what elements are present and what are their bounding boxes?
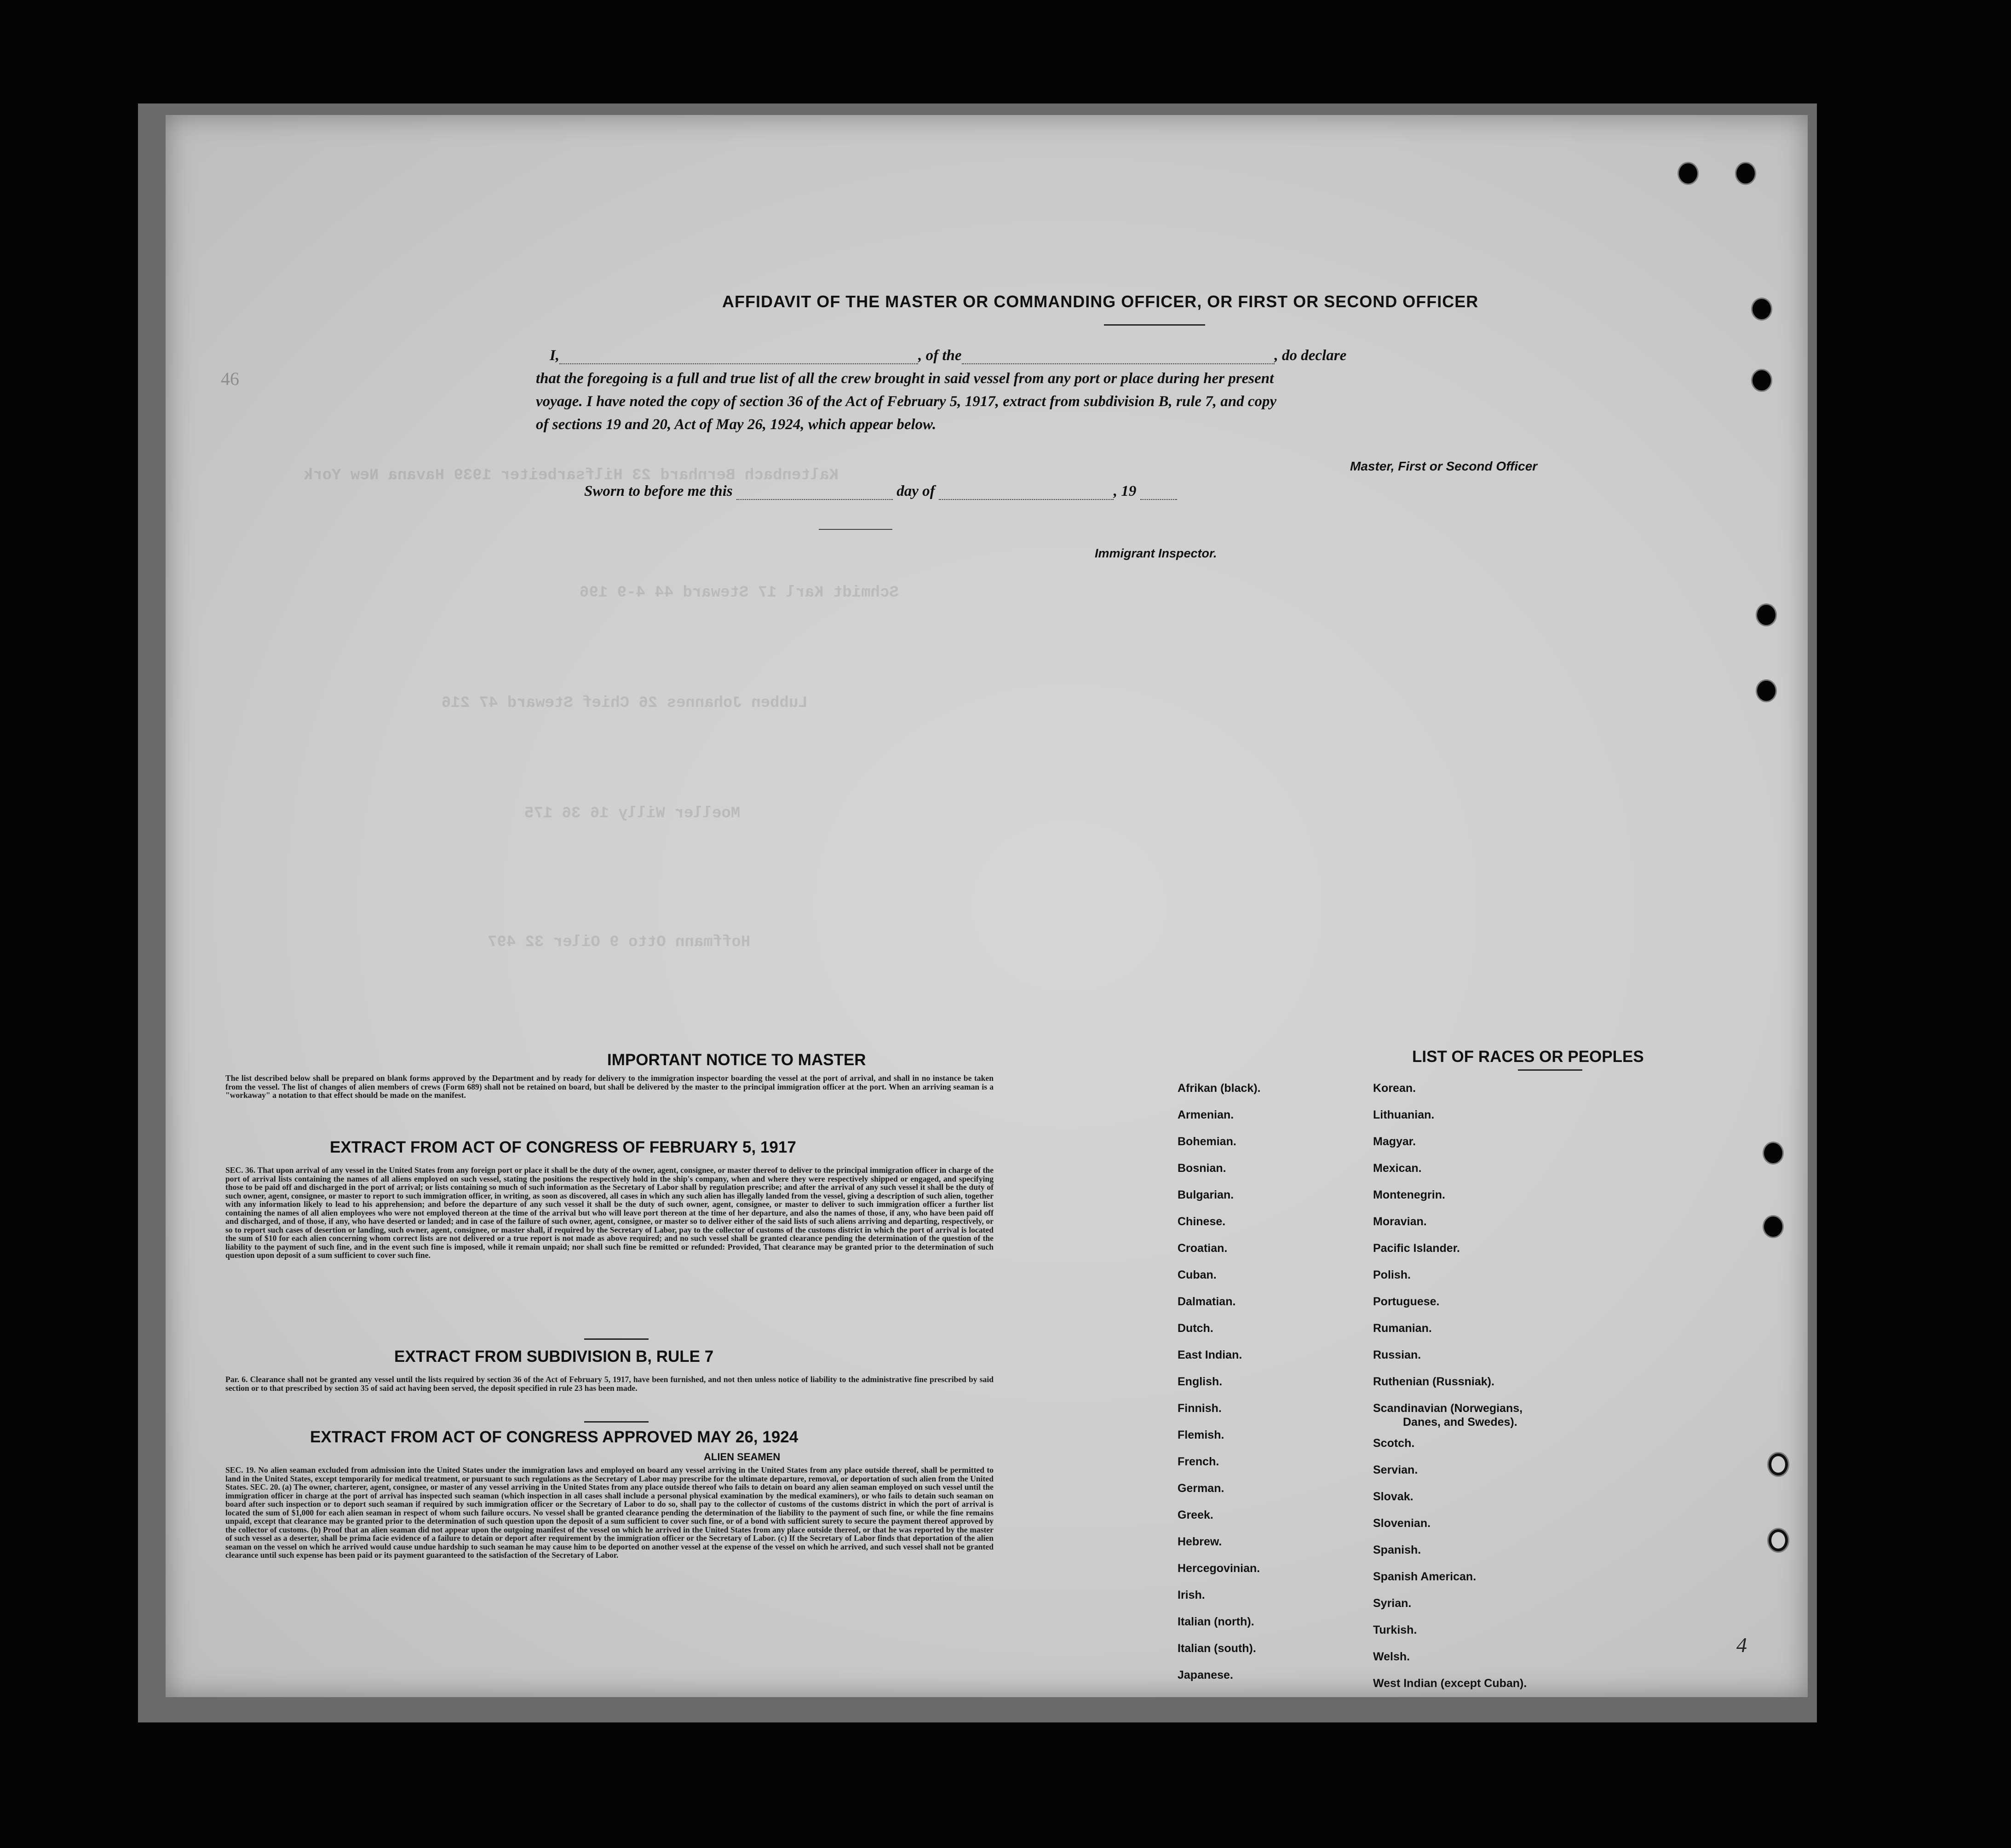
race-item: East Indian. (1178, 1349, 1242, 1361)
punch-hole (1679, 163, 1697, 184)
race-item: Chinese. (1178, 1215, 1226, 1228)
punch-hole (1752, 299, 1771, 319)
divider (584, 1421, 649, 1423)
race-item: English. (1178, 1375, 1223, 1388)
race-item: Slovenian. (1373, 1517, 1431, 1530)
affidavit-title: AFFIDAVIT OF THE MASTER OR COMMANDING OFFICER, OR FIRST OR SECOND OFFICER (722, 292, 1479, 311)
race-item: Spanish. (1373, 1544, 1421, 1556)
race-item: West Indian (except Cuban). (1373, 1677, 1527, 1690)
notice-body: The list described below shall be prepared on blank forms approved by the Department and by ready for delivery to the immigration inspector boarding the vessel at the port of arrival, and shall in no instance be taken from the vessel. The list of changes of alien members of crews (Form 689) shall not be retained on board, but shall be delivered by the master to the principal immigration officer at the port. When an arriving seaman is a "workaway" a notation to that effect should be made on the manifest. (225, 1073, 994, 1100)
race-item: Hebrew. (1178, 1535, 1222, 1548)
race-item: Slovak. (1373, 1490, 1413, 1503)
race-item: Servian. (1373, 1463, 1418, 1476)
divider (584, 1338, 649, 1340)
race-item: Hercegovinian. (1178, 1562, 1260, 1575)
race-item: Syrian. (1373, 1597, 1412, 1610)
race-item: Polish. (1373, 1268, 1411, 1281)
race-item: Scotch. (1373, 1437, 1415, 1450)
race-item: Greek. (1178, 1509, 1213, 1521)
affidavit-line-2: that the foregoing is a full and true list of all the crew brought in said vessel from any port or place during her present (536, 370, 1274, 387)
race-item: Italian (south). (1178, 1642, 1256, 1655)
punch-hole (1736, 163, 1755, 184)
punch-hole (1757, 605, 1775, 625)
affidavit-declare: , do declare (1274, 347, 1347, 364)
extract-rule7-body: Par. 6. Clearance shall not be granted any vessel until the lists required by section 36 of the Act of February 5, 1917, have been furnished, and not then unless notice of liability to the administrative fine prescribed by said section or to that prescribed by section 35 of said act having been served, the deposit specified in rule 23 has been made. (225, 1375, 994, 1393)
handwritten-mark: 4 (1736, 1633, 1747, 1657)
race-item: Bosnian. (1178, 1162, 1226, 1175)
bleed-through-text: Lubben Johannes 26 Chief Steward 47 216 (442, 694, 808, 712)
sworn-label: Sworn to before me this (584, 483, 733, 499)
sworn-day-label: day of (896, 483, 935, 499)
race-item: Welsh. (1373, 1650, 1410, 1663)
bleed-through-text: Moeller Willy 16 36 175 (524, 805, 741, 822)
race-item: French. (1178, 1455, 1219, 1468)
extract-1917-body: SEC. 36. That upon arrival of any vessel in the United States from any foreign port or place it shall be the duty of the owner, agent, consignee, or master thereof to deliver to the principal immigration officer in charge of the port of arrival lists containing the names of all aliens employed on such vessel, stating the positions the respectively hold in the ship's company, when and where they were respectively shipped or engaged, and specifying those to be paid off and discharged in the port of arrival; or lists containing so much of such information as the Secretary of Labor shall by regulation prescribe; and after the arrival of any such vessel it shall be the duty of such owner, agent, consignee, or master to report to such immigration officer, in writing, as soon as discovered, all cases in which any such alien has illegally landed from the vessel, giving a description of such alien, together with any information likely to lead to his apprehension; and before the departure of any such vessel it shall be the duty of such owner, agent, consignee, or master to deliver to such immigration officer a further list containing the names of all alien employees who were not employed thereon at the time of the arrival but who will leave port thereon at the time of her departure, and also the names of those, if any, who have been paid off and discharged, and of those, if any, who have deserted or landed; and in case of the failure of such owner, agent, consignee, or master so to deliver either of the said lists of such aliens arriving and departing, respectively, or so to report such cases of desertion or landing, such owner, agent, consignee, or master shall, if required by the Secretary of Labor, pay to the collector of customs of the customs district in which the port of arrival is located the sum of $10 for each alien concerning whom correct lists are not delivered or a true report is not made as above required; and no such vessel shall be granted clearance pending the determination of the question of the liability to the payment of such fine, and in the event such fine is imposed, while it remain unpaid; nor shall such fine be remitted or refunded: Provided, That clearance may be granted prior to the determination of such question upon deposit of a sum sufficient to cover such fine. (225, 1165, 994, 1260)
affidavit-i: I, (550, 347, 560, 364)
affidavit-line-3: voyage. I have noted the copy of section 36 of the Act of February 5, 1917, extract from subdivision B, rule 7, and copy (536, 393, 1277, 410)
race-item: Armenian. (1178, 1108, 1234, 1121)
race-item: Lithuanian. (1373, 1108, 1435, 1121)
bleed-through-text: Schmidt Karl 17 Steward 44 4-9 196 (580, 584, 899, 602)
races-rule (1518, 1069, 1582, 1071)
race-item: Bulgarian. (1178, 1188, 1234, 1201)
race-item: Dalmatian. (1178, 1295, 1236, 1308)
punch-hole (1769, 1529, 1788, 1551)
sworn-date-blank[interactable] (736, 499, 893, 500)
race-item: Finnish. (1178, 1402, 1222, 1415)
race-item: Cuban. (1178, 1268, 1217, 1281)
immigrant-inspector-label: Immigrant Inspector. (1095, 546, 1217, 560)
race-item: Rumanian. (1373, 1322, 1432, 1335)
race-item: Turkish. (1373, 1624, 1417, 1636)
extract-1917-title: EXTRACT FROM ACT OF CONGRESS OF FEBRUARY 5, 1917 (330, 1138, 796, 1156)
race-item: Montenegrin. (1373, 1188, 1445, 1201)
race-item: Bohemian. (1178, 1135, 1236, 1148)
race-item: Mexican. (1373, 1162, 1422, 1175)
document-page (166, 115, 1808, 1697)
race-item: Moravian. (1373, 1215, 1427, 1228)
race-item: Croatian. (1178, 1242, 1228, 1255)
affidavit-line-4: of sections 19 and 20, Act of May 26, 1924, which appear below. (536, 416, 937, 433)
extract-rule7-title: EXTRACT FROM SUBDIVISION B, RULE 7 (394, 1348, 714, 1366)
race-item: Spanish American. (1373, 1570, 1477, 1583)
race-item: Ruthenian (Russniak). (1373, 1375, 1494, 1388)
punch-hole (1769, 1453, 1788, 1475)
race-item: Italian (north). (1178, 1615, 1254, 1628)
bleed-through-text: Kaltenbach Bernhard 23 Hilfsarbeiter 1939 Havana New York (304, 467, 839, 484)
affidavit-of-the: , of the (918, 347, 962, 364)
bleed-through-text: Hoffmann Otto 9 Oiler 32 497 (488, 934, 751, 951)
sworn-year-label: , 19 (1113, 483, 1137, 499)
race-item: Russian. (1373, 1349, 1421, 1361)
extract-1924-title: EXTRACT FROM ACT OF CONGRESS APPROVED MAY 26, 1924 (310, 1428, 799, 1446)
race-item: Dutch. (1178, 1322, 1213, 1335)
name-blank[interactable] (559, 363, 918, 364)
race-item: Afrikan (black). (1178, 1082, 1261, 1095)
alien-seamen-subtitle: ALIEN SEAMEN (704, 1451, 781, 1463)
affidavit-line-1 (550, 347, 1346, 364)
race-item: Portuguese. (1373, 1295, 1440, 1308)
extract-1924-body: SEC. 19. No alien seaman excluded from admission into the United States under the immigration laws and employed on board any vessel arriving in the United States from any place outside thereof, shall be permitted to land in the United States, except temporarily for medical treatment, or pursuant to such regulations as the Secretary of Labor may prescribe for the ultimate departure, removal, or deportation of such alien from the United States. SEC. 20. (a) The owner, charterer, agent, consignee, or master of any vessel arriving in the United States from any place outside thereof who fails to detain on board any alien seaman employed on such vessel until the immigration officer in charge at the port of arrival has inspected such seaman (which inspection in all cases shall include a personal physical examination by the medical examiners), or who fails to detain such seaman on board after such inspection or to deport such seaman if required by such immigration officer or the Secretary of Labor to do so, shall pay to the collector of customs of the customs district in which the port of arrival is located the sum of $1,000 for each alien seaman in respect of whom such failure occurs. No vessel shall be granted clearance pending the determination of the liability to the payment of such fine, or while the fine remains unpaid, except that clearance may be granted prior to the determination of such question upon the deposit of a sum sufficient to cover such fine, or of a bond with sufficient surety to secure the payment thereof approved by the collector of customs. (b) Proof that an alien seaman did not appear upon the outgoing manifest of the vessel on which he arrived in the United States from any place outside thereof, or that he was reported by the master of such vessel as a deserter, shall be prima facie evidence of a failure to detain or deport after requirement by the immigration officer or the Secretary of Labor. (c) If the Secretary of Labor finds that deportation of the alien seaman on the vessel on which he arrived would cause undue hardship to such seaman he may cause him to be deported on another vessel at the expense of the vessel on which he arrived, and such vessel shall not be granted clearance until such expense has been paid or its payment guaranteed to the satisfaction of the Secretary of Labor. (225, 1465, 994, 1560)
race-item: Irish. (1178, 1589, 1205, 1601)
race-item: Japanese. (1178, 1669, 1233, 1682)
sworn-month-blank[interactable] (939, 499, 1114, 500)
races-title: LIST OF RACES OR PEOPLES (1412, 1048, 1644, 1066)
title-rule (1104, 324, 1205, 326)
punch-hole (1764, 1143, 1782, 1163)
officer-signature-label: Master, First or Second Officer (1350, 459, 1538, 473)
sworn-line (584, 483, 1177, 500)
race-item: Scandinavian (Norwegians, (1373, 1402, 1523, 1415)
race-item: Pacific Islander. (1373, 1242, 1460, 1255)
punch-hole (1764, 1217, 1782, 1237)
punch-hole (1752, 370, 1771, 390)
margin-annotation: 46 (221, 368, 239, 389)
race-item: Flemish. (1178, 1429, 1224, 1441)
sworn-year-blank[interactable] (1140, 499, 1177, 500)
vessel-blank[interactable] (962, 363, 1275, 364)
race-item: German. (1178, 1482, 1224, 1495)
inspector-rule (819, 529, 892, 530)
race-item: Korean. (1373, 1082, 1416, 1095)
race-item: Danes, and Swedes). (1403, 1416, 1517, 1429)
punch-hole (1757, 681, 1775, 701)
notice-title: IMPORTANT NOTICE TO MASTER (607, 1051, 866, 1069)
race-item: Magyar. (1373, 1135, 1416, 1148)
